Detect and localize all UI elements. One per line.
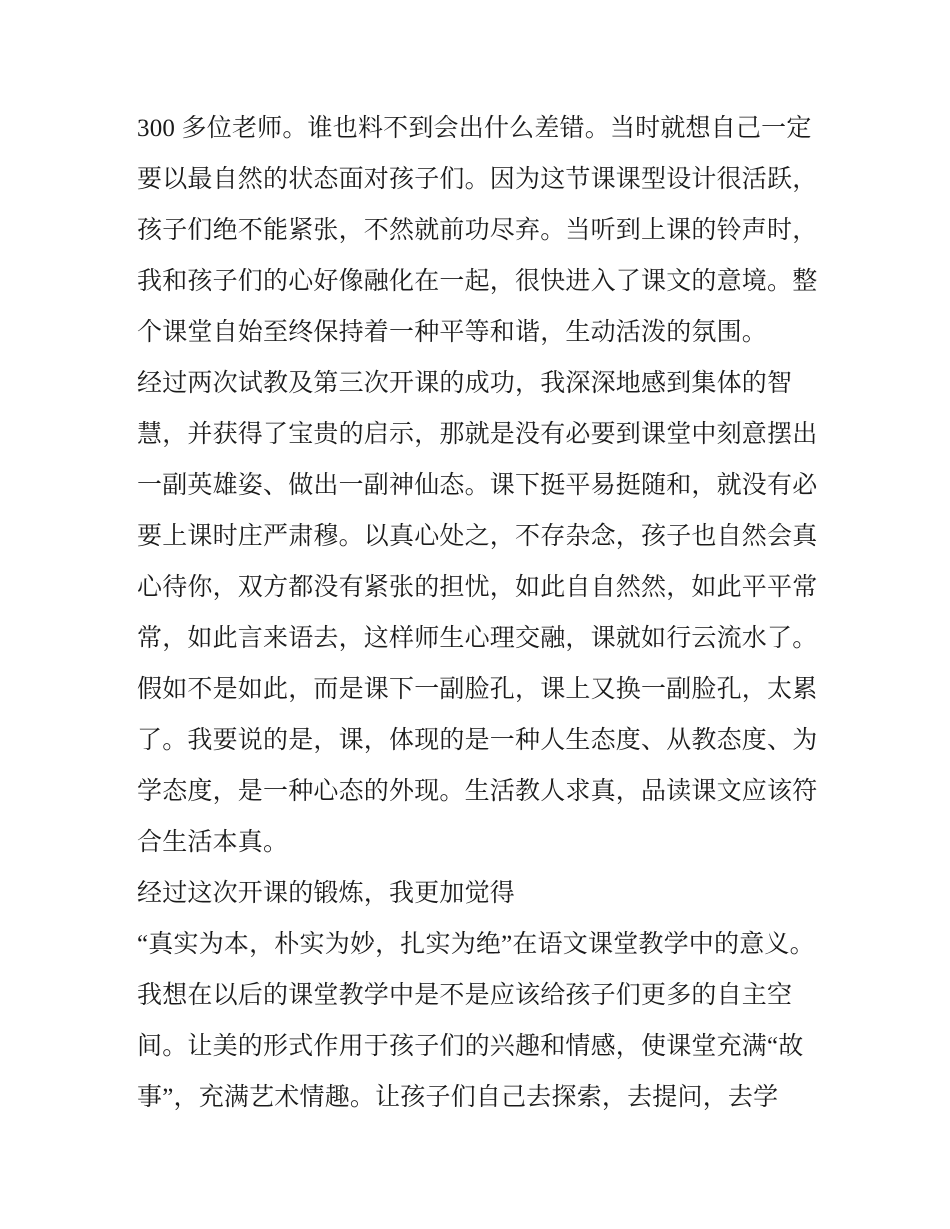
text-line: 事”，充满艺术情趣。让孩子们自己去探索，去提问，去学: [137, 1084, 779, 1111]
text-line: 个课堂自始至终保持着一种平等和谐，生动活泼的氛围。: [137, 319, 768, 346]
text-line: 了。我要说的是，课，体现的是一种人生态度、从教态度、为: [137, 727, 818, 754]
text-line: 常，如此言来语去，这样师生心理交融，课就如行云流水了。: [137, 625, 818, 652]
text-line: 经过这次开课的锻炼，我更加觉得: [137, 880, 516, 907]
text-line: 一副英雄姿、做出一副神仙态。课下挺平易挺随和，就没有必: [137, 472, 818, 499]
text-line: 学态度，是一种心态的外现。生活教人求真，品读课文应该符: [137, 778, 818, 805]
text-line: 合生活本真。: [137, 829, 289, 856]
text-line: 300 多位老师。谁也料不到会出什么差错。当时就想自己一定: [137, 115, 812, 142]
text-line: 要以最自然的状态面对孩子们。因为这节课课型设计很活跃，: [137, 166, 818, 193]
text-line: 间。让美的形式作用于孩子们的兴趣和情感，使课堂充满“故: [137, 1033, 804, 1060]
text-line: 假如不是如此，而是课下一副脸孔，课上又换一副脸孔，太累: [137, 676, 818, 703]
document-text-block: [137, 103, 837, 1123]
text-line: 我和孩子们的心好像融化在一起，很快进入了课文的意境。整: [137, 268, 818, 295]
text-line: “真实为本，朴实为妙，扎实为绝”在语文课堂教学中的意义。: [137, 931, 815, 958]
text-line: 孩子们绝不能紧张，不然就前功尽弃。当听到上课的铃声时，: [137, 217, 818, 244]
text-line: 要上课时庄严肃穆。以真心处之，不存杂念，孩子也自然会真: [137, 523, 818, 550]
text-line: 我想在以后的课堂教学中是不是应该给孩子们更多的自主空: [137, 982, 793, 1009]
text-line: 心待你，双方都没有紧张的担忧，如此自自然然，如此平平常: [137, 574, 818, 601]
text-line: 经过两次试教及第三次开课的成功，我深深地感到集体的智: [137, 370, 793, 397]
text-line: 慧，并获得了宝贵的启示，那就是没有必要到课堂中刻意摆出: [137, 421, 818, 448]
